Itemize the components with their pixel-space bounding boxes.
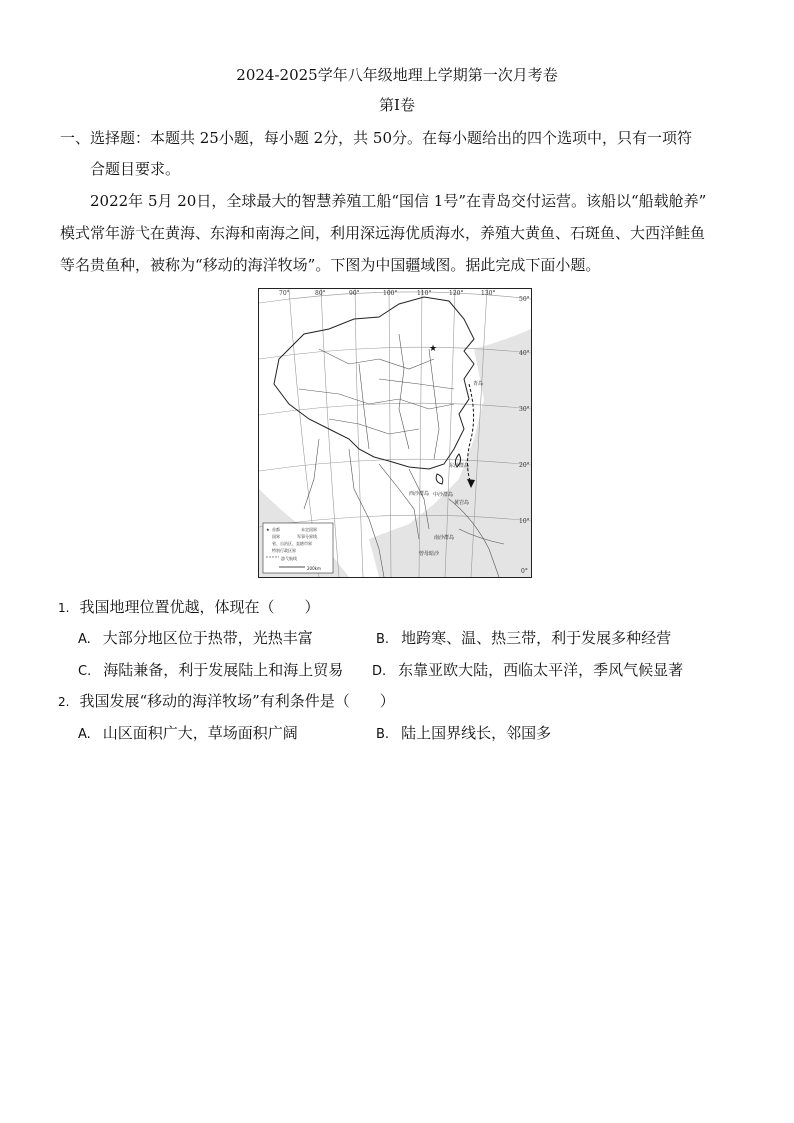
lat-label: 50° [519,296,530,303]
option-text: 海陆兼备，利于发展陆上和海上贸易 [103,661,344,679]
lon-label: 120° [449,290,464,297]
lat-label: 40° [519,350,530,357]
svg-text:★: ★ [429,344,438,354]
question-number: 1. [58,601,70,615]
option-2a[interactable] [78,722,298,743]
place-label-qingdao: 青岛 [473,381,484,387]
lat-label: 0° [521,568,528,575]
lon-label: 80° [315,290,326,297]
option-text: 陆上国界线长，邻国多 [401,724,552,742]
scale-label: 200km [307,566,321,571]
option-label: B. [376,632,390,647]
lon-label: 70° [279,290,290,297]
question-stem: 我国发展“移动的海洋牧场”有利条件是（ ） [79,692,395,710]
option-1c[interactable] [78,659,343,680]
option-text: 东靠亚欧大陆，西临太平洋，季风气候显著 [398,661,684,679]
lat-label: 10° [519,518,530,525]
legend-route: 游弋航线 [281,556,297,561]
section-heading-line1: 一、选择题：本题共 25小题，每小题 2分，共 50分。在每小题给出的四个选项中，只有一项符 [60,129,693,147]
option-label: A. [78,632,91,647]
lat-label: 30° [519,406,530,413]
lon-label: 110° [417,290,432,297]
option-label: B. [376,727,390,742]
legend-military-line: 军事分界线 [297,534,317,539]
option-2b[interactable] [376,722,551,743]
exam-title: 2024-2025学年八年级地理上学期第一次月考卷 [236,66,558,84]
place-label-nansha: 南沙群岛 [434,535,455,541]
question-2 [58,690,395,711]
question-1 [58,596,319,617]
legend-province-border: 省、自治区、直辖市界 [272,541,312,546]
passage-line1: 2022年 5月 20日，全球最大的智慧养殖工船“国信 1号”在青岛交付运营。该船以“船载舱养” [90,192,707,210]
legend-border: 国界 [272,534,280,539]
passage-line3: 等名贵鱼种，被称为“移动的海洋牧场”。下图为中国疆域图。据此完成下面小题。 [60,256,601,274]
option-1a[interactable] [78,627,313,648]
option-label: D. [372,664,387,679]
legend-capital: 首都 [272,527,280,532]
lat-label: 20° [519,462,530,469]
option-text: 地跨寒、温、热三带，利于发展多种经营 [401,629,672,647]
place-label-xisha: 西沙群岛 [409,491,430,497]
option-text: 大部分地区位于热带，光热丰富 [102,629,313,647]
question-stem: 我国地理位置优越，体现在（ ） [79,598,320,616]
option-text: 山区面积广大，草场面积广阔 [102,724,298,742]
place-label-zengmu: 曾母暗沙 [419,551,440,557]
lon-label: 100° [383,290,398,297]
question-number: 2. [58,695,70,709]
place-label-dongsha: 东沙群岛 [449,463,470,469]
svg-text:★: ★ [266,527,270,532]
china-territory-map [258,288,532,578]
option-1d[interactable] [372,659,683,680]
legend-sar-border: 特别行政区界 [272,548,296,553]
option-label: A. [78,727,91,742]
lon-label: 130° [481,290,496,297]
legend-undetermined-border: 未定国界 [301,527,317,532]
passage-line2: 模式常年游弋在黄海、东海和南海之间，利用深远海优质海水，养殖大黄鱼、石斑鱼、大西洋鲑鱼 [60,224,706,242]
option-label: C. [78,664,92,679]
section-heading-line2: 合题目要求。 [90,160,181,178]
option-1b[interactable] [376,627,671,648]
place-label-zhongsha: 中沙群岛 [433,492,454,498]
lon-label: 90° [349,290,360,297]
map-legend [263,523,333,573]
place-label-huangyan: 黄岩岛 [454,500,470,506]
volume-label: 第I卷 [379,96,415,114]
